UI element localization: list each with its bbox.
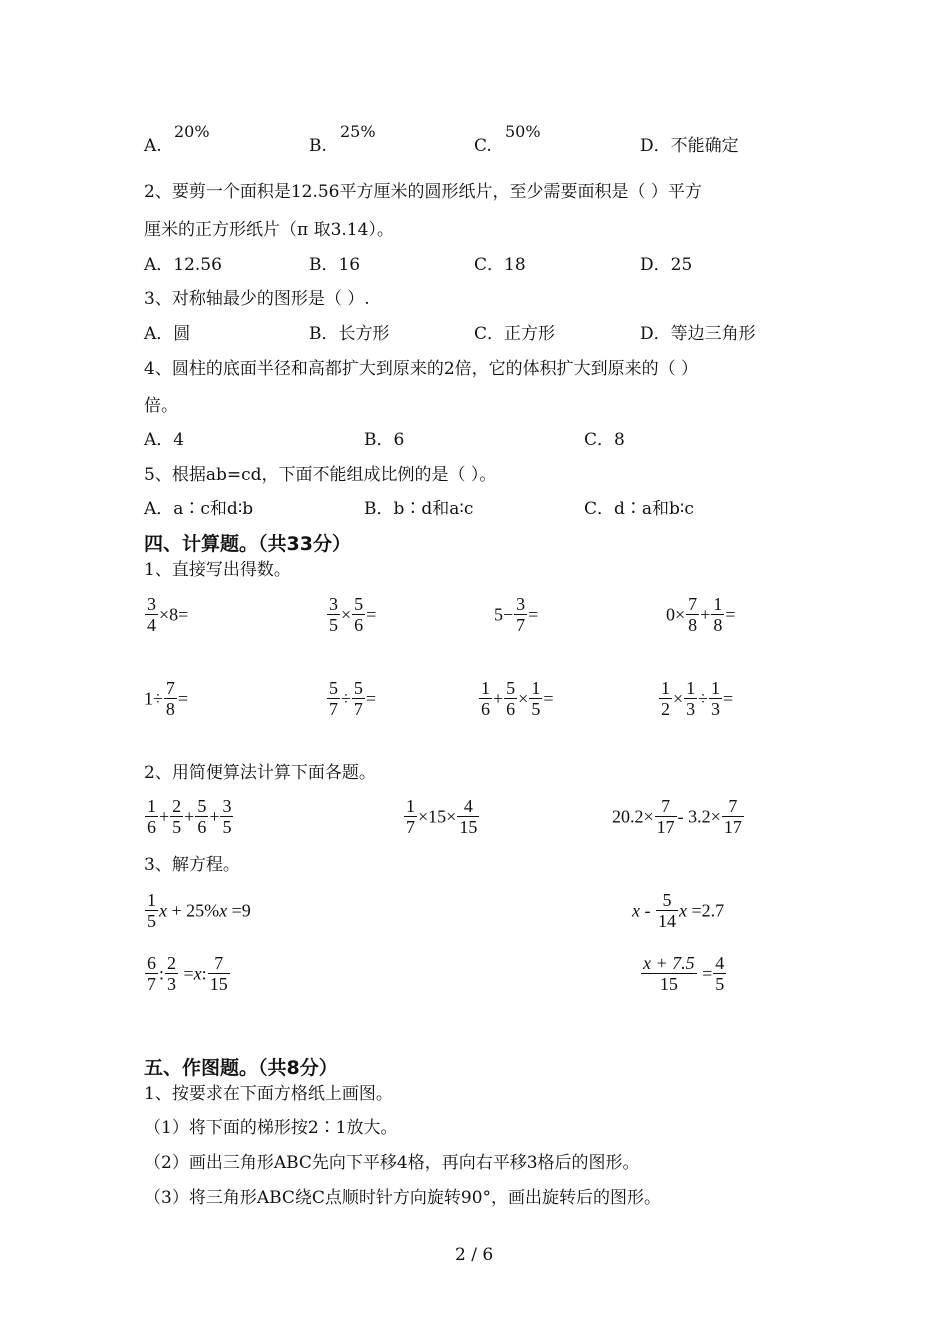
- frac-num: 7: [165, 678, 175, 698]
- op: ÷: [341, 688, 351, 709]
- calc-r1-e1: [144, 594, 188, 635]
- op: + 25%: [167, 900, 220, 921]
- page-number: 2 / 6: [455, 1245, 494, 1265]
- q4-line2: 倍。: [144, 396, 178, 416]
- frac-den: 6: [197, 817, 207, 837]
- section4-part3-heading: 3、解方程。: [144, 855, 240, 875]
- frac-den: 6: [354, 615, 364, 635]
- equation-1: [144, 890, 251, 931]
- simplify-e2: [403, 796, 480, 837]
- frac-num: 1: [531, 678, 541, 698]
- op: =: [179, 963, 194, 984]
- frac-den: 3: [167, 974, 177, 994]
- frac-den: 17: [656, 817, 675, 837]
- frac-num: 3: [147, 594, 156, 614]
- op: ÷: [698, 688, 709, 709]
- op: 1÷: [144, 688, 163, 709]
- frac-den: 4: [147, 615, 156, 635]
- q2-line1: 2、要剪一个面积是12.56平方厘米的圆形纸片，至少需要面积是（ ）平方: [144, 182, 702, 202]
- frac-den: 3: [711, 699, 721, 719]
- frac-den: 7: [353, 699, 363, 719]
- frac-num: 2: [172, 796, 182, 816]
- q1-option-a-value: 20%: [174, 122, 210, 141]
- variable-x: x: [632, 900, 640, 921]
- op: +: [700, 604, 711, 625]
- frac-num: 5: [197, 796, 207, 816]
- q4-option-a: A．4: [144, 430, 185, 450]
- simplify-e3: [612, 796, 745, 837]
- calc-r2-e3: [478, 678, 553, 719]
- frac-num: 5: [656, 890, 678, 911]
- frac-den: 5: [531, 699, 541, 719]
- frac-den: 7: [329, 699, 338, 719]
- section4-title: 四、计算题。（共33分）: [144, 533, 351, 555]
- frac-den: 3: [686, 699, 696, 719]
- op: ×: [341, 604, 352, 625]
- frac-num: 5: [506, 678, 516, 698]
- op: =: [697, 963, 713, 984]
- q1-option-c-label: C.: [474, 136, 492, 156]
- q3-option-a: A．圆: [144, 324, 191, 344]
- calc-r1-e3: [494, 594, 538, 635]
- q2-option-a: A．12.56: [144, 255, 222, 275]
- op: -: [640, 900, 655, 921]
- frac-den: 6: [147, 817, 156, 837]
- q1-option-a-label: A.: [144, 136, 162, 156]
- frac-den: 15: [659, 974, 678, 994]
- op: :: [201, 963, 207, 984]
- frac-den: 7: [406, 817, 415, 837]
- frac-den: 8: [165, 699, 175, 719]
- op: =: [177, 688, 189, 709]
- frac-den: 5: [222, 817, 232, 837]
- calc-r1-e4: [666, 594, 735, 635]
- section4-part1-heading: 1、直接写出得数。: [144, 560, 291, 580]
- op: 20.2×: [612, 806, 654, 827]
- q3-option-c: C．正方形: [474, 324, 556, 344]
- section5-task2: （2）画出三角形ABC先向下平移4格，再向右平移3格后的图形。: [144, 1153, 640, 1173]
- frac-num: 7: [688, 594, 698, 614]
- frac-num: 4: [715, 953, 725, 973]
- frac-num: 3: [516, 594, 526, 614]
- frac-num: 3: [222, 796, 232, 816]
- frac-den: 15: [459, 817, 478, 837]
- frac-den: 14: [658, 911, 676, 931]
- calc-r2-e1: [144, 678, 188, 719]
- frac-num: 1: [686, 678, 696, 698]
- q4-option-c: C．8: [584, 430, 625, 450]
- op: +: [159, 806, 170, 827]
- section4-part2-heading: 2、用简便算法计算下面各题。: [144, 763, 376, 783]
- op: +: [493, 688, 504, 709]
- calc-r1-e2: [326, 594, 376, 635]
- q4-line1: 4、圆柱的底面半径和高都扩大到原来的2倍，它的体积扩大到原来的（ ）: [144, 359, 699, 379]
- frac-num: 5: [329, 678, 338, 698]
- q2-line2: 厘米的正方形纸片（π 取3.14）。: [144, 220, 394, 240]
- frac-num: 6: [147, 953, 156, 973]
- frac-den: 2: [661, 699, 670, 719]
- frac-num: 1: [406, 796, 415, 816]
- frac-num: 1: [147, 796, 156, 816]
- frac-num: 1: [147, 890, 156, 910]
- frac-den: 7: [147, 974, 156, 994]
- equation-3: [144, 953, 231, 994]
- q1-option-b-label: B.: [309, 136, 327, 156]
- frac-num: 7: [655, 796, 677, 817]
- frac-num: 5: [353, 678, 363, 698]
- frac-den: 5: [715, 974, 725, 994]
- op: =2.7: [687, 900, 725, 921]
- op: =9: [227, 900, 251, 921]
- variable-x: x: [193, 963, 202, 984]
- q2-option-b: B．16: [309, 255, 361, 275]
- op: =: [366, 604, 377, 625]
- equation-4: [640, 953, 727, 994]
- q1-option-b-value: 25%: [340, 122, 376, 141]
- q2-option-d: D．25: [640, 255, 693, 275]
- frac-num: x + 7.5: [643, 953, 695, 973]
- frac-den: 17: [723, 817, 742, 837]
- q2-option-c: C．18: [474, 255, 526, 275]
- op: =: [723, 688, 734, 709]
- frac-den: 5: [329, 615, 338, 635]
- op: :: [159, 963, 165, 984]
- frac-den: 8: [688, 615, 698, 635]
- op: =: [543, 688, 554, 709]
- variable-x: x: [679, 900, 687, 921]
- op: - 3.2×: [677, 806, 721, 827]
- frac-den: 5: [172, 817, 182, 837]
- op: +: [184, 806, 195, 827]
- q1-option-d: D．不能确定: [640, 136, 739, 156]
- section5-title: 五、作图题。（共8分）: [144, 1057, 338, 1079]
- frac-num: 1: [481, 678, 490, 698]
- variable-x: x: [159, 900, 167, 921]
- calc-r2-e2: [326, 678, 376, 719]
- op: 5−: [494, 604, 514, 625]
- q4-option-b: B．6: [364, 430, 405, 450]
- frac-den: 15: [209, 974, 228, 994]
- op: =: [365, 688, 377, 709]
- frac-den: 5: [147, 911, 156, 931]
- q5-option-b: B．b∶d和a∶c: [364, 499, 474, 519]
- op: ×: [518, 688, 529, 709]
- frac-num: 2: [167, 953, 177, 973]
- section5-task1: （1）将下面的梯形按2∶1放大。: [144, 1118, 398, 1138]
- op: =: [528, 604, 539, 625]
- op: ×8=: [159, 604, 189, 625]
- frac-num: 7: [722, 796, 744, 817]
- section5-task3: （3）将三角形ABC绕C点顺时针方向旋转90°，画出旋转后的图形。: [144, 1188, 662, 1208]
- frac-den: 8: [713, 615, 723, 635]
- op: 0×: [666, 604, 686, 625]
- q3-text: 3、对称轴最少的图形是（ ）.: [144, 289, 370, 309]
- op: ×: [673, 688, 684, 709]
- op: ×15×: [418, 806, 457, 827]
- frac-num: 7: [208, 953, 230, 974]
- q5-option-c: C．d∶a和b∶c: [584, 499, 694, 519]
- op: +: [209, 806, 220, 827]
- q5-text: 5、根据ab=cd，下面不能组成比例的是（ ）。: [144, 465, 497, 485]
- section5-part1-heading: 1、按要求在下面方格纸上画图。: [144, 1084, 393, 1104]
- equation-2: [632, 890, 724, 931]
- frac-den: 6: [506, 699, 516, 719]
- frac-den: 6: [481, 699, 490, 719]
- frac-num: 1: [713, 594, 723, 614]
- q5-option-a: A．a∶c和d∶b: [144, 499, 254, 519]
- q3-option-b: B．长方形: [309, 324, 390, 344]
- frac-num: 1: [661, 678, 670, 698]
- q1-option-c-value: 50%: [505, 122, 541, 141]
- frac-num: 4: [457, 796, 479, 817]
- variable-x: x: [219, 900, 228, 921]
- calc-r2-e4: [658, 678, 733, 719]
- frac-num: 1: [711, 678, 721, 698]
- op: =: [725, 604, 736, 625]
- frac-num: 3: [329, 594, 338, 614]
- frac-num: 5: [354, 594, 364, 614]
- frac-den: 7: [516, 615, 526, 635]
- q3-option-d: D．等边三角形: [640, 324, 756, 344]
- simplify-e1: [144, 796, 234, 837]
